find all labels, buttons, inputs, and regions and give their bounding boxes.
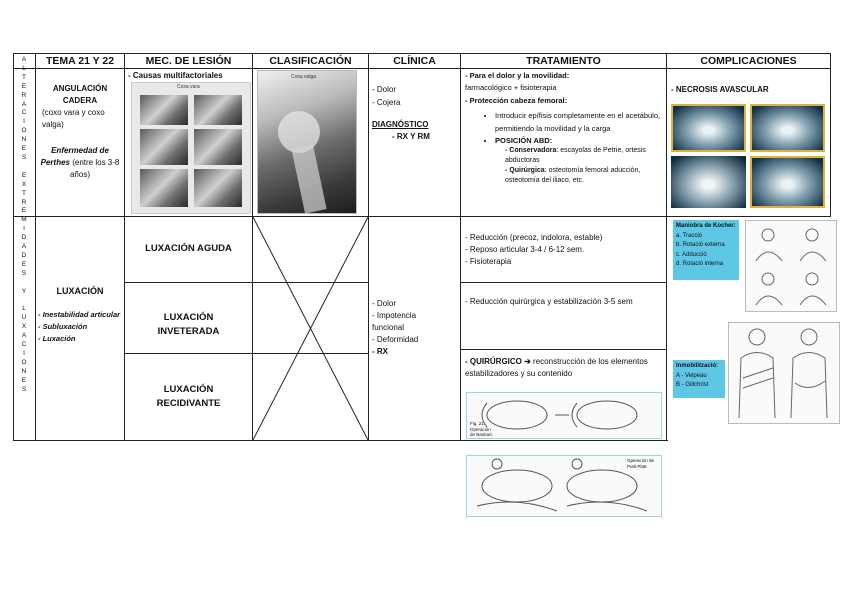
row2-trat-aguda-3: - Fisioterapia: [465, 257, 512, 266]
side-letter: R: [21, 198, 27, 206]
row1-tratamiento: [465, 70, 663, 186]
side-letter: N: [21, 136, 27, 144]
side-letter: O: [21, 127, 27, 135]
row2-sub-1: - Inestabilidad articular: [38, 310, 121, 319]
side-letter: S: [21, 269, 27, 277]
row2-clinica-rx: - RX: [372, 347, 388, 356]
row1-disease-age: (entre los 3-8 años): [69, 158, 120, 179]
row2-mec-aguda: LUXACIÓN AGUDA: [145, 243, 232, 254]
side-letter: L: [22, 64, 26, 72]
kocher-box: [673, 220, 739, 280]
row1-clinica: [372, 84, 458, 143]
side-letter: I: [23, 349, 25, 357]
kocher-item: a. Tracció: [676, 232, 703, 239]
side-letter: E: [21, 207, 27, 215]
side-letter: E: [21, 260, 27, 268]
row2-trat-recid-body: reconstrucción de los elementos estabilizadores y su contenido: [465, 357, 648, 378]
row2-mec-recidivante: LUXACIÓN RECIDIVANTE: [156, 384, 221, 409]
row1-title-line2: CADERA: [62, 96, 98, 105]
side-letter: X: [21, 180, 27, 188]
side-letter: S: [21, 385, 27, 393]
row1-trat-cons-body: : escayolas de Petrie, ortesis abductoras: [505, 147, 646, 164]
side-letter: L: [22, 305, 26, 313]
side-letter: A: [21, 243, 27, 251]
row2-title: LUXACIÓN: [56, 286, 104, 296]
putti-platt-figure: [466, 455, 662, 517]
row1-trat-bullet-1: • Introducir epífisis completamente en el acetábulo, permitiendo la movilidad y la carga: [495, 109, 663, 135]
row1-trat-2-title: - Protección cabeza femoral:: [465, 96, 568, 105]
side-letter: A: [21, 100, 27, 108]
kocher-title: Maniobra de Kocher:: [676, 223, 736, 229]
side-letter: R: [21, 91, 27, 99]
row2-clasificacion-cross: [253, 217, 368, 440]
inmovilizacion-title: Inmobilització:: [676, 363, 718, 369]
row2-sub-3: - Luxación: [38, 334, 76, 343]
side-letter: E: [21, 376, 27, 384]
arrow-right-icon: ➔: [524, 357, 531, 366]
necrosis-xray-grid: [671, 104, 826, 214]
row1-disease: Enfermedad de Perthes: [40, 146, 109, 167]
header-tema: TEMA 21 Y 22: [45, 55, 115, 67]
row2-clinica-dolor: - Dolor: [372, 299, 397, 308]
row2-clinica: [372, 298, 458, 358]
side-letter: [17, 296, 31, 305]
coxa-valga-caption: Coxa valga: [291, 74, 317, 80]
row1-trat-bullet-2: • POSICIÓN ABD:: [495, 135, 663, 147]
side-letter: E: [21, 82, 27, 90]
row2-title-cell: [38, 285, 122, 345]
side-letter: T: [22, 189, 26, 197]
side-letter: Y: [21, 287, 27, 295]
row1-clinica-dolor: - Dolor: [372, 85, 397, 94]
row2-trat-inveterada: - Reducción quirúrgica y estabilización 3-5 sem: [465, 297, 633, 306]
row1-subtitle: (coxo vara y coxo valga): [42, 108, 105, 129]
side-letter: S: [21, 153, 27, 161]
side-letter: A: [21, 56, 27, 63]
side-letter: E: [21, 145, 27, 153]
kocher-illustration: [745, 220, 837, 312]
side-letter: M: [21, 216, 27, 224]
side-vertical-title: [17, 56, 31, 394]
side-letter: I: [23, 118, 25, 126]
kocher-item: d. Rotació interna: [676, 261, 724, 267]
header-clasificacion: CLASIFICACIÓN: [269, 55, 352, 67]
row2-trat-aguda: [465, 232, 663, 268]
putti-platt-caption: Operación de Putti-Platt: [627, 458, 655, 469]
kocher-item: b. Rotació externa: [676, 242, 725, 248]
side-letter: D: [21, 251, 27, 259]
side-letter: [17, 163, 31, 172]
side-letter: E: [21, 171, 27, 179]
row1-complicacion: - NECROSIS AVASCULAR: [671, 85, 769, 94]
row1-trat-quir-label: - Quirúrgica: [505, 167, 545, 174]
side-letter: D: [21, 234, 27, 242]
kocher-item: c. Adducció: [676, 251, 707, 258]
inmovilizacion-item: B - Gillchrist: [676, 382, 709, 388]
coxa-valga-image: [257, 70, 357, 214]
side-letter: I: [23, 225, 25, 233]
side-letter: T: [22, 73, 26, 81]
inmovilizacion-illustration: [728, 322, 840, 424]
row1-trat-quir-body: : osteotomía femoral aducción, osteotomía del iliaco, etc.: [505, 167, 641, 184]
row2-sub-2: - Subluxación: [38, 322, 88, 331]
side-letter: U: [21, 314, 27, 322]
row1-title-line1: ANGULACIÓN: [52, 84, 108, 93]
header-mec-lesion: MEC. DE LESIÓN: [145, 55, 232, 67]
side-letter: C: [21, 341, 27, 348]
header-clinica: CLÍNICA: [393, 55, 436, 67]
coxa-vara-image: [131, 82, 251, 214]
side-letter: N: [21, 367, 27, 375]
row2-trat-recid-label: - QUIRÚRGICO: [465, 357, 522, 366]
row1-mec-text: - Causas multifactoriales: [128, 71, 223, 80]
side-letter: A: [21, 332, 27, 340]
row2-trat-aguda-2: - Reposo articular 3-4 / 6-12 sem.: [465, 245, 585, 254]
row1-diagnostico-item: - RX Y RM: [392, 132, 430, 141]
coxa-vara-caption: Coxa vara: [177, 84, 200, 90]
row2-clinica-deformidad: - Deformidad: [372, 335, 419, 344]
side-letter: X: [21, 323, 27, 331]
row2-trat-aguda-1: - Reducción (precoz, indolora, estable): [465, 233, 603, 242]
row1-trat-1-body: farmacológico + fisioterapia: [465, 82, 557, 92]
side-letter: [17, 279, 31, 288]
inmovilizacion-list: [676, 372, 722, 391]
row1-title-cell: [38, 83, 122, 181]
bankart-caption: Fig. 21. Operación de Bankart.: [470, 421, 494, 437]
side-letter: O: [21, 358, 27, 366]
row2-clinica-impotencia: - Impotencia funcional: [372, 311, 417, 332]
bankart-figure: [466, 392, 662, 439]
inmovilizacion-item: A - Velpeau: [676, 372, 707, 379]
row1-diagnostico-title: DIAGNÓSTICO: [372, 120, 429, 129]
row1-clinica-cojera: - Cojera: [372, 98, 401, 107]
header-tratamiento: TRATAMIENTO: [526, 55, 601, 67]
row1-trat-1-title: - Para el dolor y la movilidad:: [465, 71, 570, 80]
row1-trat-cons-label: - Conservadora: [505, 147, 557, 154]
kocher-list: [676, 232, 736, 270]
row2-mec-inveterada: LUXACIÓN INVETERADA: [157, 312, 220, 337]
row2-trat-recidivante: [465, 356, 663, 380]
inmovilizacion-box: [673, 360, 725, 398]
side-letter: C: [21, 109, 27, 117]
header-complicaciones: COMPLICACIONES: [700, 55, 797, 67]
